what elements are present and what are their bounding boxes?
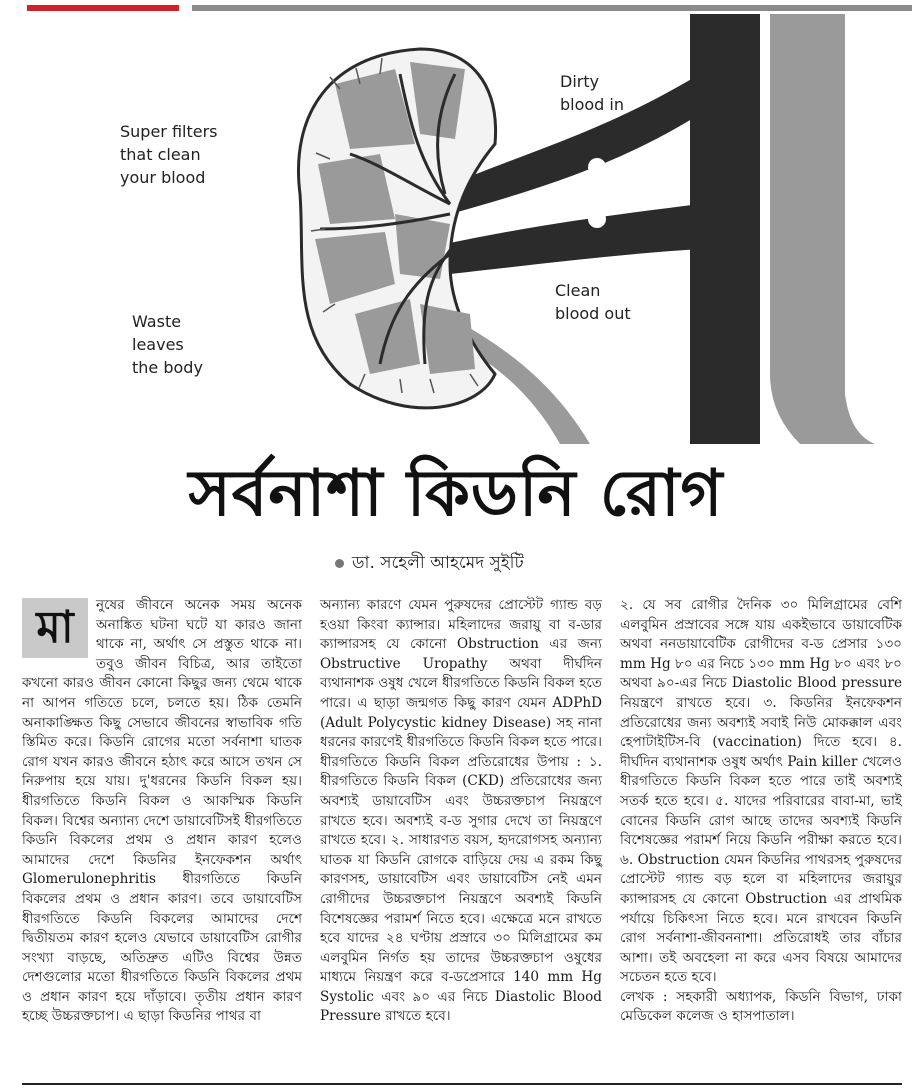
header-rule bbox=[192, 5, 912, 11]
drop-cap: মা bbox=[22, 598, 88, 658]
article-column-1 bbox=[22, 596, 302, 1027]
byline-bullet-icon bbox=[335, 559, 344, 568]
label-super-filters: Super filters that clean your blood bbox=[120, 122, 218, 187]
article-column-3 bbox=[620, 596, 902, 1027]
author-note: লেখক : সহকারী অধ্যাপক, কিডনি বিভাগ, ঢাকা মেডিকেল কলেজ ও হাসপাতাল। bbox=[620, 988, 902, 1025]
header-accent-bar bbox=[27, 5, 179, 11]
label-waste-leaves: Waste leaves the body bbox=[132, 312, 203, 377]
article-column-2 bbox=[320, 596, 602, 1027]
kidney-diagram bbox=[0, 14, 912, 444]
kidney-illustration bbox=[0, 14, 912, 444]
label-dirty-blood-in: Dirty blood in bbox=[560, 72, 625, 114]
author-name: ডা. সহেলী আহমেদ সুইটি bbox=[352, 553, 524, 573]
label-clean-blood-out: Clean blood out bbox=[555, 281, 631, 323]
footer-rule bbox=[22, 1083, 902, 1085]
column-2-text: অন্যান্য কারণে যেমন পুরুষদের প্রোস্টেট গ্যান্ড বড় হওয়া কিংবা ক্যান্সার। মহিলাদের জরায়ু বা ব-ডার ক্যান্সারসহ যে কোনো Obstruction এর জন্য Obstructive Uropathy অথবা দীর্ঘদিন ব্যথানাশক ওষুধ খেলে ধীরগতিতে কিডনি বিকল হতে পারে। এ ছাড়া জন্মগত কিছু কারণ যেমন ADPhD (Adult Polycystic kidney Disease) সহ নানা ধরনের কারণেই ধীরগতিতে কিডনি বিকল হতে পারে। ধীরগতিতে কিডনি বিকল প্রতিরোধের উপায় : ১. ধীরগতিতে কিডনি বিকল (CKD) প্রতিরোধের জন্য অবশ্যই ডায়াবেটিস এবং উচ্চরক্তচাপ নিয়ন্ত্রণে রাখতে হবে। অবশ্যই ব-ড সুগার দেখে তা নিয়ন্ত্রণে রাখতে হবে। ২. সাধারণত বয়স, হৃদরোগসহ অন্যান্য ঘাতক যা কিডনি রোগকে বাড়িয়ে দেয় এ রকম কিছু কারণসহ, ডায়াবেটিস এবং ডায়াবেটিস নেই এমন রোগীদের উচ্চরক্তচাপ নিয়ন্ত্রণে অবশ্যই কিডনি বিশেষজ্ঞের পরামর্শ নিতে হবে। এক্ষেত্রে মনে রাখতে হবে যাদের ২৪ ঘণ্টায় প্রস্রাবে ৩০ মিলিগ্রামের কম এলবুমিন নির্গত হয় তাদের উচ্চরক্তচাপ ওষুধের মাধ্যমে নিয়ন্ত্রণ করে ব-ডপ্রেসারে 140 mm Hg Systolic এবং ৯০ এর নিচে Diastolic Blood Pressure রাখতে হবে। bbox=[320, 597, 602, 1025]
article-title: সর্বনাশা কিডনি রোগ bbox=[188, 456, 724, 531]
column-1-text: নুষের জীবনে অনেক সময় অনেক অনাঙ্কিত ঘটনা ঘটে যা কারও জানা থাকে না, অর্থাৎ সে প্রস্তুত থাকে না। তবুও জীবন বিচিত্র, আর তাইতো কখনো কারও জীবন কোনো কিছুর জন্য থেমে থাকে না আপন গতিতে চলে, চলতে হয়। ঠিক তেমনি অনাকাঙ্ক্ষিত কিছু সেভাবে জীবনের স্বাভাবিক গতি স্তিমিত করে। কিডনি রোগের মতো সর্বনাশা ঘাতক রোগ যখন কারও জীবনে হঠাৎ করে আসে তখন সে নিরুপায় হয়ে যায়। দু'ধরনের কিডনি বিকল হয়। ধীরগতিতে কিডনি বিকল ও আকস্মিক কিডনি বিকল। বিশ্বের অন্যান্য দেশে ডায়াবেটিসই ধীরগতিতে কিডনি বিকলের প্রথম ও প্রধান কারণ হলেও আমাদের দেশে কিডনির ইনফেকশন অর্থাৎ Glomerulonephritis ধীরগতিতে কিডনি বিকলের প্রথম ও প্রধান কারণ। তবে ডায়াবেটিস ধীরগতিতে কিডনি বিকলের আমাদের দেশে দ্বিতীয়তম কারণ হলেও যেভাবে ডায়াবেটিস রোগীর সংখ্যা বাড়ছে, অতিদ্রুত এটিও বিশ্বের উন্নত দেশগুলোর মতো ধীরগতিতে কিডনি বিকলের প্রথম ও প্রধান কারণ হয়ে দাঁড়াবে। তৃতীয় প্রধান কারণ হচ্ছে উচ্চরক্তচাপ। এ ছাড়া কিডনির পাথর বা bbox=[22, 597, 302, 1025]
byline bbox=[335, 552, 524, 574]
column-3-text: ২. যে সব রোগীর দৈনিক ৩০ মিলিগ্রামের বেশি এলবুমিন প্রস্রাবের সঙ্গে যায় একইভাবে ডায়াবেটিক অথবা নন‌ডায়াবেটিক রোগীদের ব-ড প্রেসার ১৩০ mm Hg ৮০ এর নিচে ১৩০ mm Hg ৮০ এবং ৮০ অথবা ৯০-এর নিচে Diastolic Blood pressure নিয়ন্ত্রণে রাখতে হবে। ৩. কিডনির ইনফেকশন প্রতিরোধের জন্য অবশ্যই সবাই নিউ মোকক্কাল এবং হেপাটাইটিস-বি (vaccination) দিতে হবে। ৪. দীর্ঘদিন ব্যথানাশক ওষুধ অর্থাৎ Pain killer খেলেও ধীরগতিতে কিডনি বিকল হতে পারে তাই অবশ্যই সতর্ক হতে হবে। ৫. যাদের পরিবারের বাবা-মা, ভাই বোনের কিডনি রোগ আছে তাদের অবশ্যই কিডনি বিশেষজ্ঞের পরামর্শ নিয়ে কিডনি পরীক্ষা করতে হবে। ৬. Obstruction যেমন কিডনির পাথরসহ পুরুষদের প্রোস্টেট গ্যান্ড বড় হলে বা মহিলাদের জরায়ুর ক্যান্সারসহ যে কোনো Obstruction এর প্রাথমিক পর্যায়ে চিকিৎসা নিতে হবে। মনে রাখবেন কিডনি রোগ সর্বনাশা-জীবননাশা। প্রতিরোধই তার বাঁচার আশা। তই অবহেলা না করে এসব বিষয়ে আমাদের সচেতন হতে হবে। bbox=[620, 597, 902, 986]
